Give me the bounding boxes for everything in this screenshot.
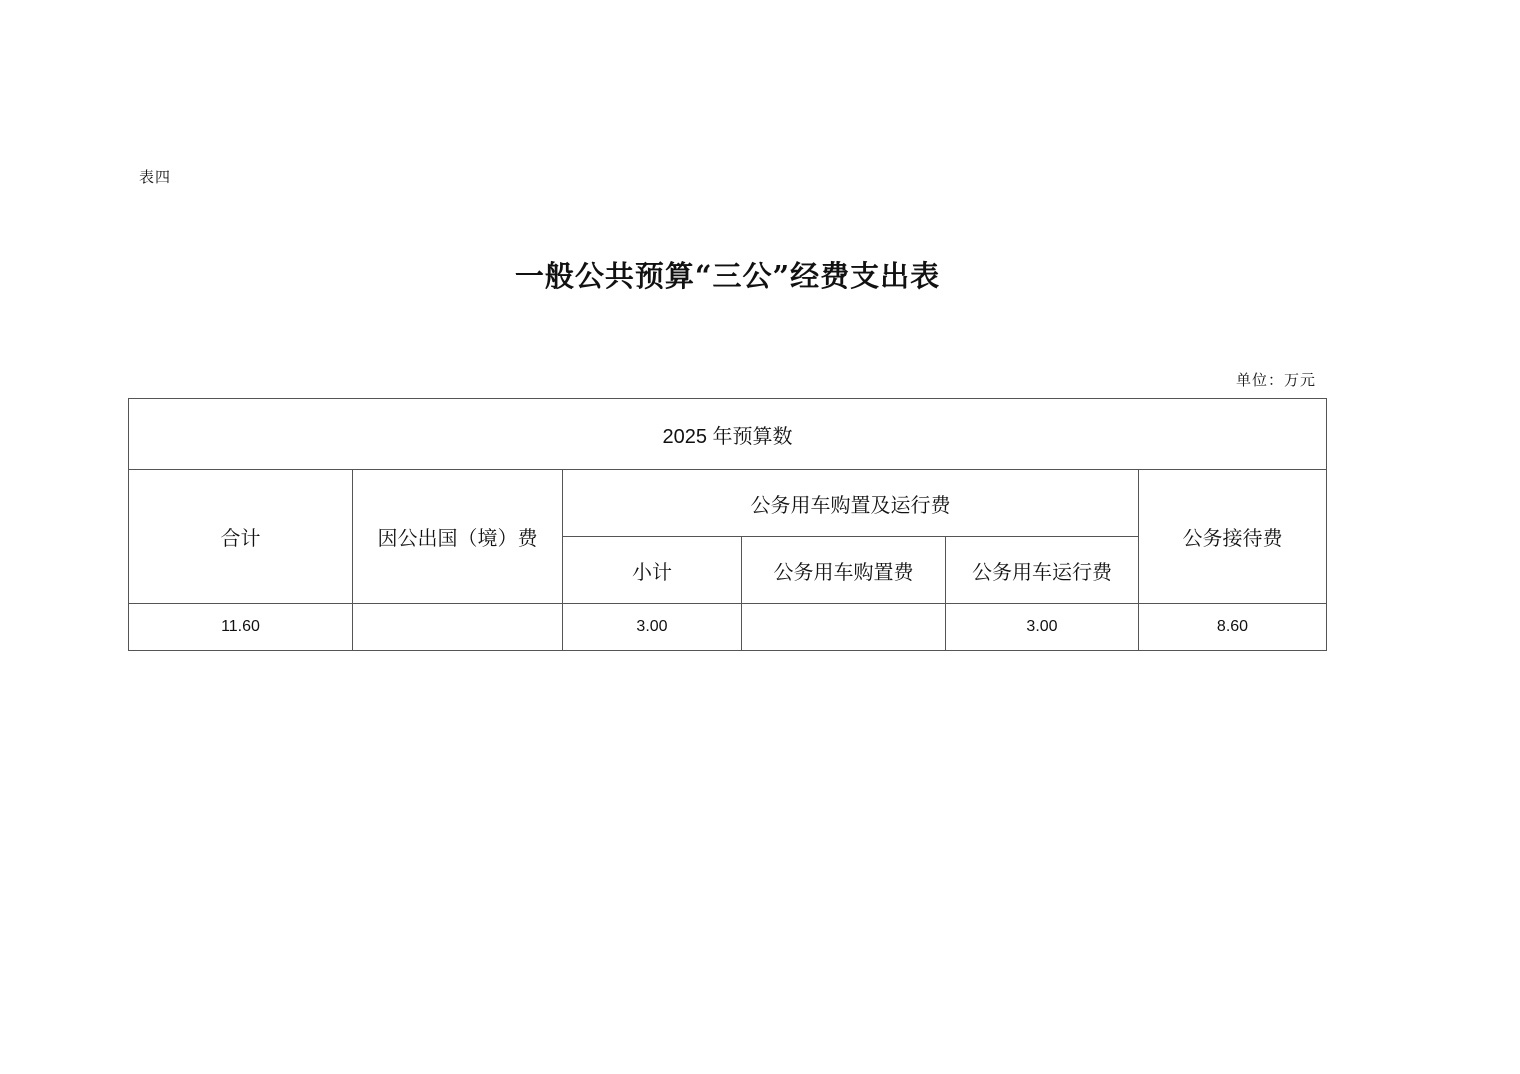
unit-label: 单位：万元: [1235, 371, 1316, 389]
header-vehicle-purchase: 公务用车购置费: [742, 537, 946, 604]
page-title: 一般公共预算“三公”经费支出表: [514, 259, 941, 293]
table-header-row-year: [129, 399, 1327, 470]
header-vehicle-subtotal: 小计: [563, 537, 742, 604]
cell-total: 11.60: [129, 604, 353, 651]
cell-vehicle-subtotal: 3.00: [563, 604, 742, 651]
header-total: 合计: [129, 470, 353, 604]
cell-vehicle-purchase: [742, 604, 946, 651]
header-vehicle-operation: 公务用车运行费: [946, 537, 1139, 604]
table-number: 表四: [139, 168, 172, 186]
header-vehicle-group: 公务用车购置及运行费: [563, 470, 1139, 537]
cell-vehicle-operation: 3.00: [946, 604, 1139, 651]
table-row: [129, 604, 1327, 651]
cell-reception: 8.60: [1139, 604, 1327, 651]
cell-overseas: [353, 604, 563, 651]
header-reception: 公务接待费: [1139, 470, 1327, 604]
table-header-row-1: [129, 470, 1327, 537]
header-overseas: 因公出国（境）费: [353, 470, 563, 604]
budget-table: [128, 398, 1327, 651]
year-header-cell: 2025 年预算数: [129, 399, 1327, 470]
